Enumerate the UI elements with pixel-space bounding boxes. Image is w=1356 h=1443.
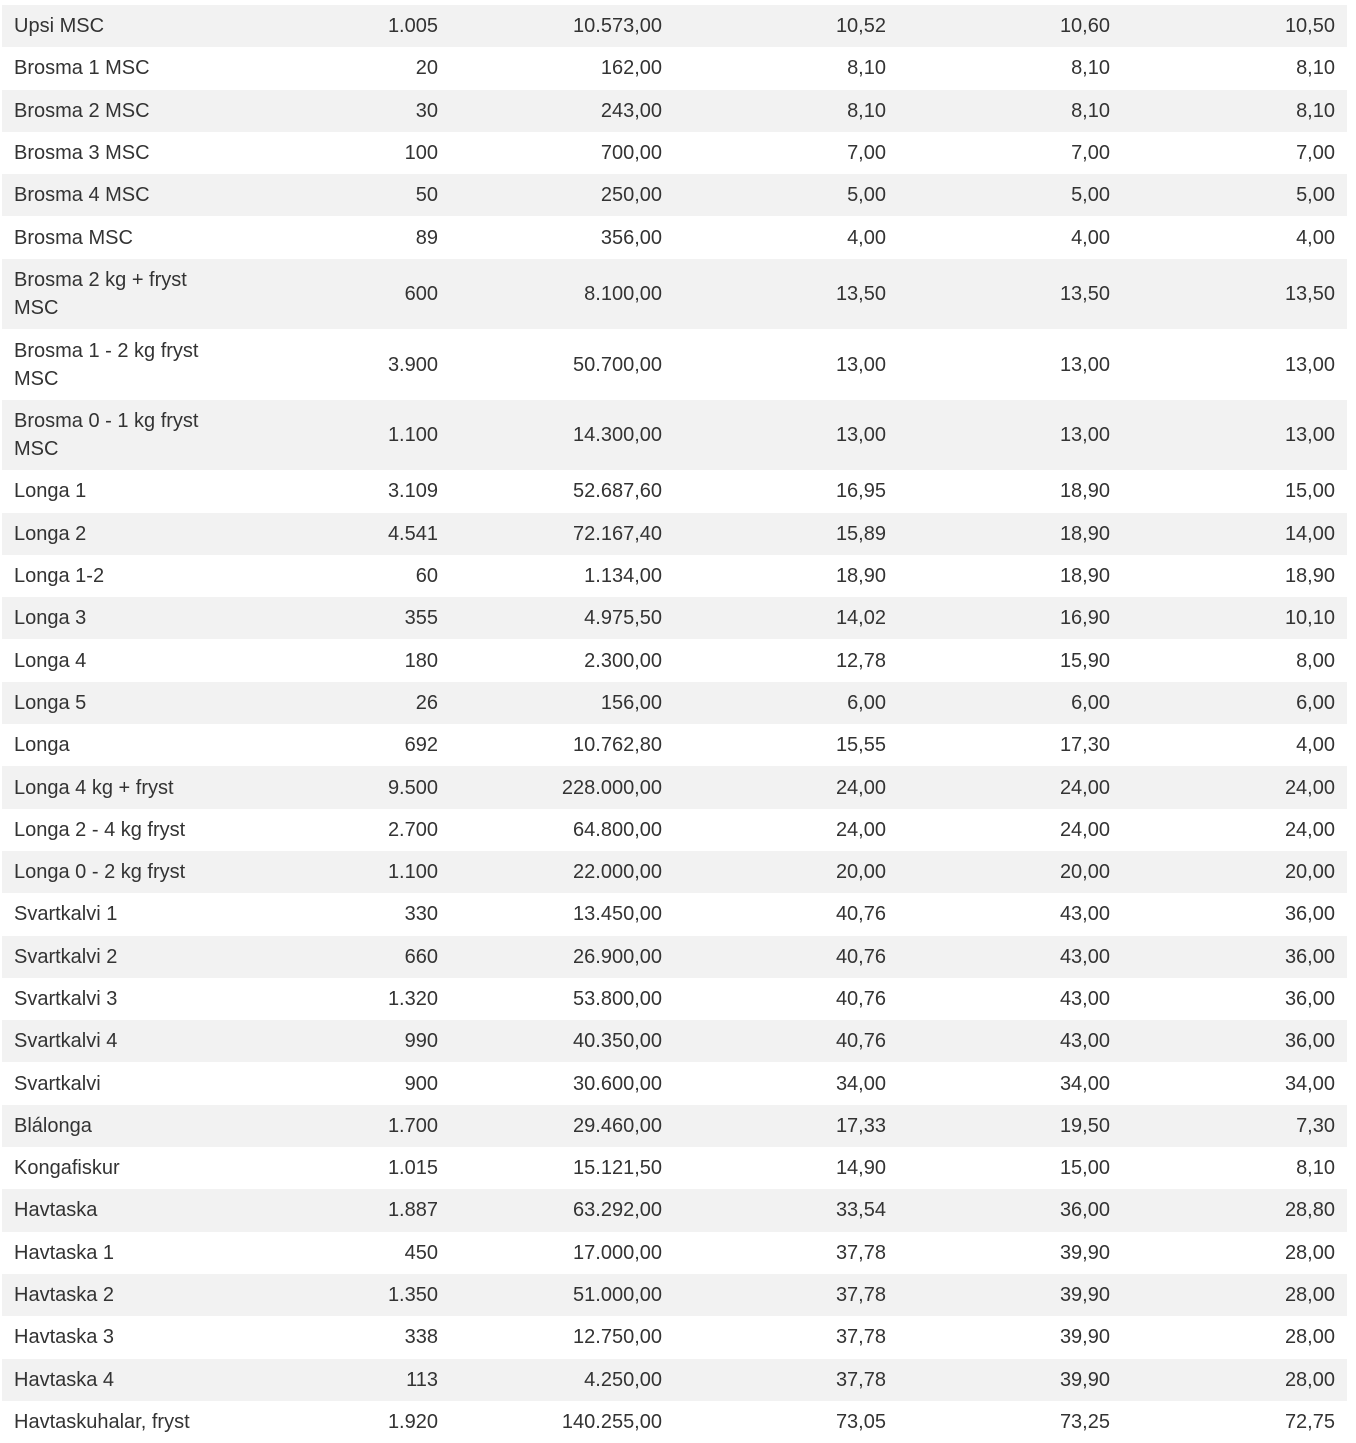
total-value-cell: 4.975,50 <box>584 607 662 630</box>
total-value-cell: 250,00 <box>600 184 662 207</box>
total-value-cell: 12.750,00 <box>573 1326 662 1349</box>
quantity-cell: 1.100 <box>387 424 438 447</box>
species-name-cell: Brosma 3 MSC <box>14 142 150 165</box>
average-price-cell: 34,00 <box>835 1072 886 1095</box>
quantity-cell: 1.350 <box>387 1284 438 1307</box>
min-price-cell: 6,00 <box>1296 691 1335 714</box>
quantity-cell: 3.109 <box>387 480 438 503</box>
species-name-cell: Longa 4 <box>14 649 87 672</box>
average-price-cell: 13,00 <box>835 424 886 447</box>
max-price-cell: 73,25 <box>1059 1410 1110 1433</box>
quantity-cell: 330 <box>404 903 438 926</box>
total-value-cell: 29.460,00 <box>573 1114 662 1137</box>
total-value-cell: 10.762,80 <box>573 734 662 757</box>
average-price-cell: 17,33 <box>835 1114 886 1137</box>
min-price-cell: 14,00 <box>1284 522 1335 545</box>
max-price-cell: 6,00 <box>1071 691 1110 714</box>
max-price-cell: 39,90 <box>1059 1368 1110 1391</box>
table-row <box>2 174 1347 216</box>
min-price-cell: 4,00 <box>1296 226 1335 249</box>
quantity-cell: 900 <box>404 1072 438 1095</box>
total-value-cell: 30.600,00 <box>573 1072 662 1095</box>
species-name-cell: Svartkalvi <box>14 1072 101 1095</box>
quantity-cell: 1.015 <box>387 1157 438 1180</box>
min-price-cell: 18,90 <box>1284 565 1335 588</box>
table-row <box>2 216 1347 258</box>
max-price-cell: 24,00 <box>1059 776 1110 799</box>
total-value-cell: 40.350,00 <box>573 1030 662 1053</box>
max-price-cell: 36,00 <box>1059 1199 1110 1222</box>
species-name-cell: Brosma 2 MSC <box>14 99 150 122</box>
total-value-cell: 14.300,00 <box>573 424 662 447</box>
max-price-cell: 24,00 <box>1059 818 1110 841</box>
quantity-cell: 1.887 <box>387 1199 438 1222</box>
min-price-cell: 8,10 <box>1296 99 1335 122</box>
table-row <box>2 400 1347 471</box>
species-name-cell: Havtaska 1 <box>14 1241 115 1264</box>
average-price-cell: 24,00 <box>835 818 886 841</box>
average-price-cell: 18,90 <box>835 565 886 588</box>
table-row <box>2 1232 1347 1274</box>
price-table-container <box>2 5 1347 1443</box>
max-price-cell: 18,90 <box>1059 480 1110 503</box>
species-name-cell: Havtaska 2 <box>14 1284 115 1307</box>
quantity-cell: 1.100 <box>387 861 438 884</box>
max-price-cell: 8,10 <box>1071 99 1110 122</box>
table-row <box>2 893 1347 935</box>
max-price-cell: 43,00 <box>1059 903 1110 926</box>
table-row <box>2 513 1347 555</box>
average-price-cell: 40,76 <box>835 945 886 968</box>
total-value-cell: 26.900,00 <box>573 945 662 968</box>
species-name-cell: Havtaska 3 <box>14 1326 115 1349</box>
table-row <box>2 851 1347 893</box>
average-price-cell: 24,00 <box>835 776 886 799</box>
species-name-cell: Longa 2 - 4 kg fryst <box>14 818 186 841</box>
total-value-cell: 2.300,00 <box>584 649 662 672</box>
max-price-cell: 13,00 <box>1059 353 1110 376</box>
species-name-cell: Havtaska <box>14 1199 98 1222</box>
species-name-cell: Brosma 4 MSC <box>14 184 150 207</box>
max-price-cell: 8,10 <box>1071 57 1110 80</box>
total-value-cell: 10.573,00 <box>573 15 662 38</box>
table-row <box>2 639 1347 681</box>
table-row <box>2 682 1347 724</box>
min-price-cell: 13,50 <box>1284 283 1335 306</box>
max-price-cell: 13,00 <box>1059 424 1110 447</box>
total-value-cell: 72.167,40 <box>573 522 662 545</box>
max-price-cell: 39,90 <box>1059 1284 1110 1307</box>
quantity-cell: 692 <box>404 734 438 757</box>
min-price-cell: 36,00 <box>1284 1030 1335 1053</box>
price-table-body <box>2 5 1347 1443</box>
quantity-cell: 3.900 <box>387 353 438 376</box>
table-row <box>2 1274 1347 1316</box>
max-price-cell: 34,00 <box>1059 1072 1110 1095</box>
total-value-cell: 1.134,00 <box>584 565 662 588</box>
max-price-cell: 16,90 <box>1059 607 1110 630</box>
min-price-cell: 7,00 <box>1296 142 1335 165</box>
quantity-cell: 2.700 <box>387 818 438 841</box>
average-price-cell: 16,95 <box>835 480 886 503</box>
max-price-cell: 43,00 <box>1059 1030 1110 1053</box>
species-name-cell: Brosma 2 kg + fryst MSC <box>14 269 187 320</box>
average-price-cell: 5,00 <box>847 184 886 207</box>
average-price-cell: 6,00 <box>847 691 886 714</box>
table-row <box>2 90 1347 132</box>
total-value-cell: 700,00 <box>600 142 662 165</box>
table-row <box>2 766 1347 808</box>
quantity-cell: 113 <box>406 1368 438 1391</box>
min-price-cell: 15,00 <box>1284 480 1335 503</box>
table-row <box>2 1105 1347 1147</box>
species-name-cell: Brosma MSC <box>14 226 133 249</box>
total-value-cell: 50.700,00 <box>573 353 662 376</box>
average-price-cell: 15,55 <box>835 734 886 757</box>
table-row <box>2 1147 1347 1189</box>
min-price-cell: 13,00 <box>1284 424 1335 447</box>
max-price-cell: 43,00 <box>1059 945 1110 968</box>
min-price-cell: 28,00 <box>1284 1368 1335 1391</box>
average-price-cell: 7,00 <box>847 142 886 165</box>
average-price-cell: 15,89 <box>835 522 886 545</box>
min-price-cell: 36,00 <box>1284 987 1335 1010</box>
quantity-cell: 600 <box>404 283 438 306</box>
average-price-cell: 4,00 <box>847 226 886 249</box>
min-price-cell: 20,00 <box>1284 861 1335 884</box>
table-row <box>2 1401 1347 1443</box>
species-name-cell: Longa 4 kg + fryst <box>14 776 174 799</box>
quantity-cell: 26 <box>415 691 438 714</box>
total-value-cell: 17.000,00 <box>573 1241 662 1264</box>
quantity-cell: 1.920 <box>387 1410 438 1433</box>
table-row <box>2 936 1347 978</box>
max-price-cell: 5,00 <box>1071 184 1110 207</box>
species-name-cell: Longa 3 <box>14 607 87 630</box>
table-row <box>2 470 1347 512</box>
quantity-cell: 60 <box>415 565 438 588</box>
average-price-cell: 40,76 <box>835 987 886 1010</box>
total-value-cell: 53.800,00 <box>573 987 662 1010</box>
average-price-cell: 14,02 <box>835 607 886 630</box>
species-name-cell: Svartkalvi 4 <box>14 1030 118 1053</box>
min-price-cell: 24,00 <box>1284 818 1335 841</box>
average-price-cell: 33,54 <box>835 1199 886 1222</box>
min-price-cell: 13,00 <box>1284 353 1335 376</box>
min-price-cell: 28,00 <box>1284 1241 1335 1264</box>
species-name-cell: Longa 5 <box>14 691 87 714</box>
average-price-cell: 37,78 <box>835 1326 886 1349</box>
species-name-cell: Upsi MSC <box>14 15 105 38</box>
table-row <box>2 47 1347 89</box>
total-value-cell: 162,00 <box>600 57 662 80</box>
quantity-cell: 89 <box>415 226 438 249</box>
species-name-cell: Svartkalvi 3 <box>14 987 118 1010</box>
quantity-cell: 1.700 <box>387 1114 438 1137</box>
average-price-cell: 40,76 <box>835 1030 886 1053</box>
max-price-cell: 39,90 <box>1059 1326 1110 1349</box>
max-price-cell: 4,00 <box>1071 226 1110 249</box>
average-price-cell: 14,90 <box>835 1157 886 1180</box>
total-value-cell: 52.687,60 <box>573 480 662 503</box>
table-row <box>2 1316 1347 1358</box>
average-price-cell: 8,10 <box>847 57 886 80</box>
species-name-cell: Brosma 0 - 1 kg fryst MSC <box>14 410 199 461</box>
total-value-cell: 22.000,00 <box>573 861 662 884</box>
total-value-cell: 156,00 <box>600 691 662 714</box>
table-row <box>2 1189 1347 1231</box>
total-value-cell: 15.121,50 <box>573 1157 662 1180</box>
min-price-cell: 24,00 <box>1284 776 1335 799</box>
total-value-cell: 228.000,00 <box>561 776 662 799</box>
average-price-cell: 37,78 <box>835 1368 886 1391</box>
average-price-cell: 20,00 <box>835 861 886 884</box>
average-price-cell: 12,78 <box>835 649 886 672</box>
species-name-cell: Longa <box>14 734 70 757</box>
min-price-cell: 34,00 <box>1284 1072 1335 1095</box>
min-price-cell: 8,10 <box>1296 57 1335 80</box>
table-row <box>2 555 1347 597</box>
min-price-cell: 7,30 <box>1296 1114 1335 1137</box>
min-price-cell: 72,75 <box>1284 1410 1335 1433</box>
species-name-cell: Longa 1 <box>14 480 87 503</box>
table-row <box>2 5 1347 47</box>
max-price-cell: 18,90 <box>1059 565 1110 588</box>
quantity-cell: 9.500 <box>387 776 438 799</box>
quantity-cell: 450 <box>404 1241 438 1264</box>
max-price-cell: 15,00 <box>1059 1157 1110 1180</box>
quantity-cell: 990 <box>404 1030 438 1053</box>
quantity-cell: 20 <box>415 57 438 80</box>
species-name-cell: Blálonga <box>14 1114 92 1137</box>
species-name-cell: Brosma 1 MSC <box>14 57 150 80</box>
species-name-cell: Havtaska 4 <box>14 1368 115 1391</box>
table-row <box>2 259 1347 330</box>
table-row <box>2 132 1347 174</box>
max-price-cell: 19,50 <box>1059 1114 1110 1137</box>
species-name-cell: Havtaskuhalar, fryst <box>14 1410 190 1433</box>
total-value-cell: 140.255,00 <box>561 1410 662 1433</box>
species-name-cell: Brosma 1 - 2 kg fryst MSC <box>14 339 199 390</box>
min-price-cell: 5,00 <box>1296 184 1335 207</box>
min-price-cell: 36,00 <box>1284 903 1335 926</box>
table-row <box>2 978 1347 1020</box>
min-price-cell: 8,10 <box>1296 1157 1335 1180</box>
average-price-cell: 8,10 <box>847 99 886 122</box>
max-price-cell: 7,00 <box>1071 142 1110 165</box>
average-price-cell: 13,00 <box>835 353 886 376</box>
quantity-cell: 30 <box>415 99 438 122</box>
total-value-cell: 356,00 <box>600 226 662 249</box>
average-price-cell: 13,50 <box>835 283 886 306</box>
quantity-cell: 50 <box>415 184 438 207</box>
total-value-cell: 51.000,00 <box>573 1284 662 1307</box>
min-price-cell: 8,00 <box>1296 649 1335 672</box>
min-price-cell: 10,50 <box>1284 15 1335 38</box>
max-price-cell: 15,90 <box>1059 649 1110 672</box>
min-price-cell: 28,00 <box>1284 1284 1335 1307</box>
species-name-cell: Longa 0 - 2 kg fryst <box>14 861 186 884</box>
total-value-cell: 13.450,00 <box>573 903 662 926</box>
max-price-cell: 10,60 <box>1059 15 1110 38</box>
total-value-cell: 243,00 <box>600 99 662 122</box>
quantity-cell: 1.005 <box>387 15 438 38</box>
total-value-cell: 63.292,00 <box>573 1199 662 1222</box>
species-name-cell: Svartkalvi 1 <box>14 903 118 926</box>
average-price-cell: 37,78 <box>835 1241 886 1264</box>
price-table <box>2 5 1347 1443</box>
max-price-cell: 13,50 <box>1059 283 1110 306</box>
min-price-cell: 4,00 <box>1296 734 1335 757</box>
table-row <box>2 724 1347 766</box>
average-price-cell: 10,52 <box>835 15 886 38</box>
quantity-cell: 355 <box>404 607 438 630</box>
max-price-cell: 39,90 <box>1059 1241 1110 1264</box>
min-price-cell: 36,00 <box>1284 945 1335 968</box>
quantity-cell: 338 <box>404 1326 438 1349</box>
species-name-cell: Svartkalvi 2 <box>14 945 118 968</box>
species-name-cell: Longa 2 <box>14 522 87 545</box>
quantity-cell: 180 <box>404 649 438 672</box>
min-price-cell: 10,10 <box>1284 607 1335 630</box>
total-value-cell: 4.250,00 <box>584 1368 662 1391</box>
max-price-cell: 17,30 <box>1059 734 1110 757</box>
table-row <box>2 809 1347 851</box>
species-name-cell: Longa 1-2 <box>14 565 105 588</box>
table-row <box>2 1359 1347 1401</box>
table-row <box>2 1020 1347 1062</box>
quantity-cell: 4.541 <box>387 522 438 545</box>
average-price-cell: 40,76 <box>835 903 886 926</box>
min-price-cell: 28,00 <box>1284 1326 1335 1349</box>
min-price-cell: 28,80 <box>1284 1199 1335 1222</box>
average-price-cell: 37,78 <box>835 1284 886 1307</box>
table-row <box>2 597 1347 639</box>
quantity-cell: 660 <box>404 945 438 968</box>
total-value-cell: 8.100,00 <box>584 283 662 306</box>
species-name-cell: Kongafiskur <box>14 1157 120 1180</box>
max-price-cell: 18,90 <box>1059 522 1110 545</box>
quantity-cell: 1.320 <box>387 987 438 1010</box>
max-price-cell: 20,00 <box>1059 861 1110 884</box>
quantity-cell: 100 <box>404 142 438 165</box>
table-row <box>2 1062 1347 1104</box>
total-value-cell: 64.800,00 <box>573 818 662 841</box>
average-price-cell: 73,05 <box>835 1410 886 1433</box>
max-price-cell: 43,00 <box>1059 987 1110 1010</box>
table-row <box>2 329 1347 400</box>
